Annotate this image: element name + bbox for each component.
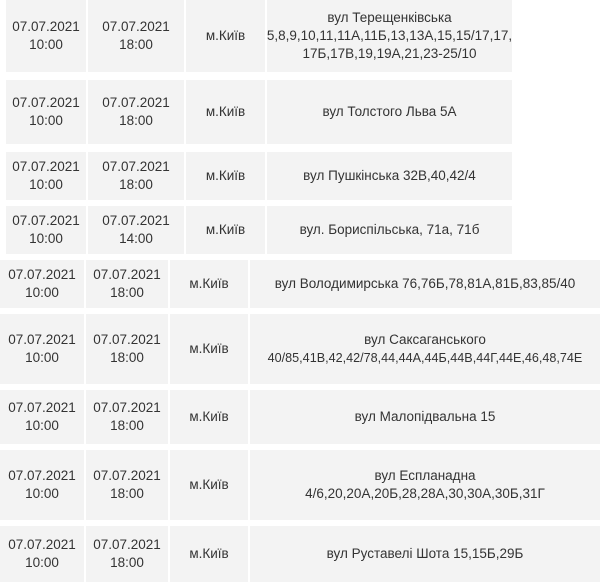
address: вул Саксаганського 40/85,41В,42,42/78,44,44А,44Б,44В,44Г,44Е,46,48,74Е <box>250 314 600 384</box>
end-datetime: 07.07.2021 14:00 <box>88 206 184 254</box>
table-row <box>0 390 600 444</box>
start-datetime: 07.07.2021 10:00 <box>0 314 84 384</box>
start-datetime: 07.07.2021 10:00 <box>0 260 84 308</box>
city: м.Київ <box>170 260 248 308</box>
end-datetime: 07.07.2021 18:00 <box>86 314 168 384</box>
city: м.Київ <box>186 80 265 144</box>
table-row <box>0 0 512 72</box>
address: вул Терещенківська 5,8,9,10,11,11А,11Б,13,13А,15,15/17,17, 17Б,17В,19,19А,21,23-25/10 <box>267 0 512 72</box>
table-row <box>0 314 600 384</box>
city: м.Київ <box>170 526 248 582</box>
table-row <box>0 260 600 308</box>
table-row <box>0 450 600 520</box>
end-datetime: 07.07.2021 18:00 <box>86 450 168 520</box>
table-row <box>0 206 512 254</box>
start-datetime: 07.07.2021 10:00 <box>6 206 86 254</box>
address: вул Малопідвальна 15 <box>250 390 600 444</box>
start-datetime: 07.07.2021 10:00 <box>0 526 84 582</box>
city: м.Київ <box>170 314 248 384</box>
end-datetime: 07.07.2021 18:00 <box>88 80 184 144</box>
start-datetime: 07.07.2021 10:00 <box>6 152 86 200</box>
end-datetime: 07.07.2021 18:00 <box>86 390 168 444</box>
start-datetime: 07.07.2021 10:00 <box>0 390 84 444</box>
address: вул Пушкінська 32В,40,42/4 <box>267 152 512 200</box>
address: вул Толстого Льва 5А <box>267 80 512 144</box>
start-datetime: 07.07.2021 10:00 <box>0 450 84 520</box>
end-datetime: 07.07.2021 18:00 <box>86 260 168 308</box>
city: м.Київ <box>186 152 265 200</box>
address: вул Еспланадна 4/6,20,20А,20Б,28,28А,30,30А,30Б,31Г <box>250 450 600 520</box>
city: м.Київ <box>170 450 248 520</box>
start-datetime: 07.07.2021 10:00 <box>6 80 86 144</box>
city: м.Київ <box>186 206 265 254</box>
end-datetime: 07.07.2021 18:00 <box>88 152 184 200</box>
end-datetime: 07.07.2021 18:00 <box>86 526 168 582</box>
address: вул. Бориспільська, 71а, 71б <box>267 206 512 254</box>
city: м.Київ <box>186 0 265 72</box>
table-row <box>0 152 512 200</box>
city: м.Київ <box>170 390 248 444</box>
start-datetime: 07.07.2021 10:00 <box>6 0 86 72</box>
table-row <box>0 80 512 144</box>
address: вул Руставелі Шота 15,15Б,29Б <box>250 526 600 582</box>
table-row <box>0 526 600 582</box>
end-datetime: 07.07.2021 18:00 <box>88 0 184 72</box>
address: вул Володимирська 76,76Б,78,81А,81Б,83,85/40 <box>250 260 600 308</box>
